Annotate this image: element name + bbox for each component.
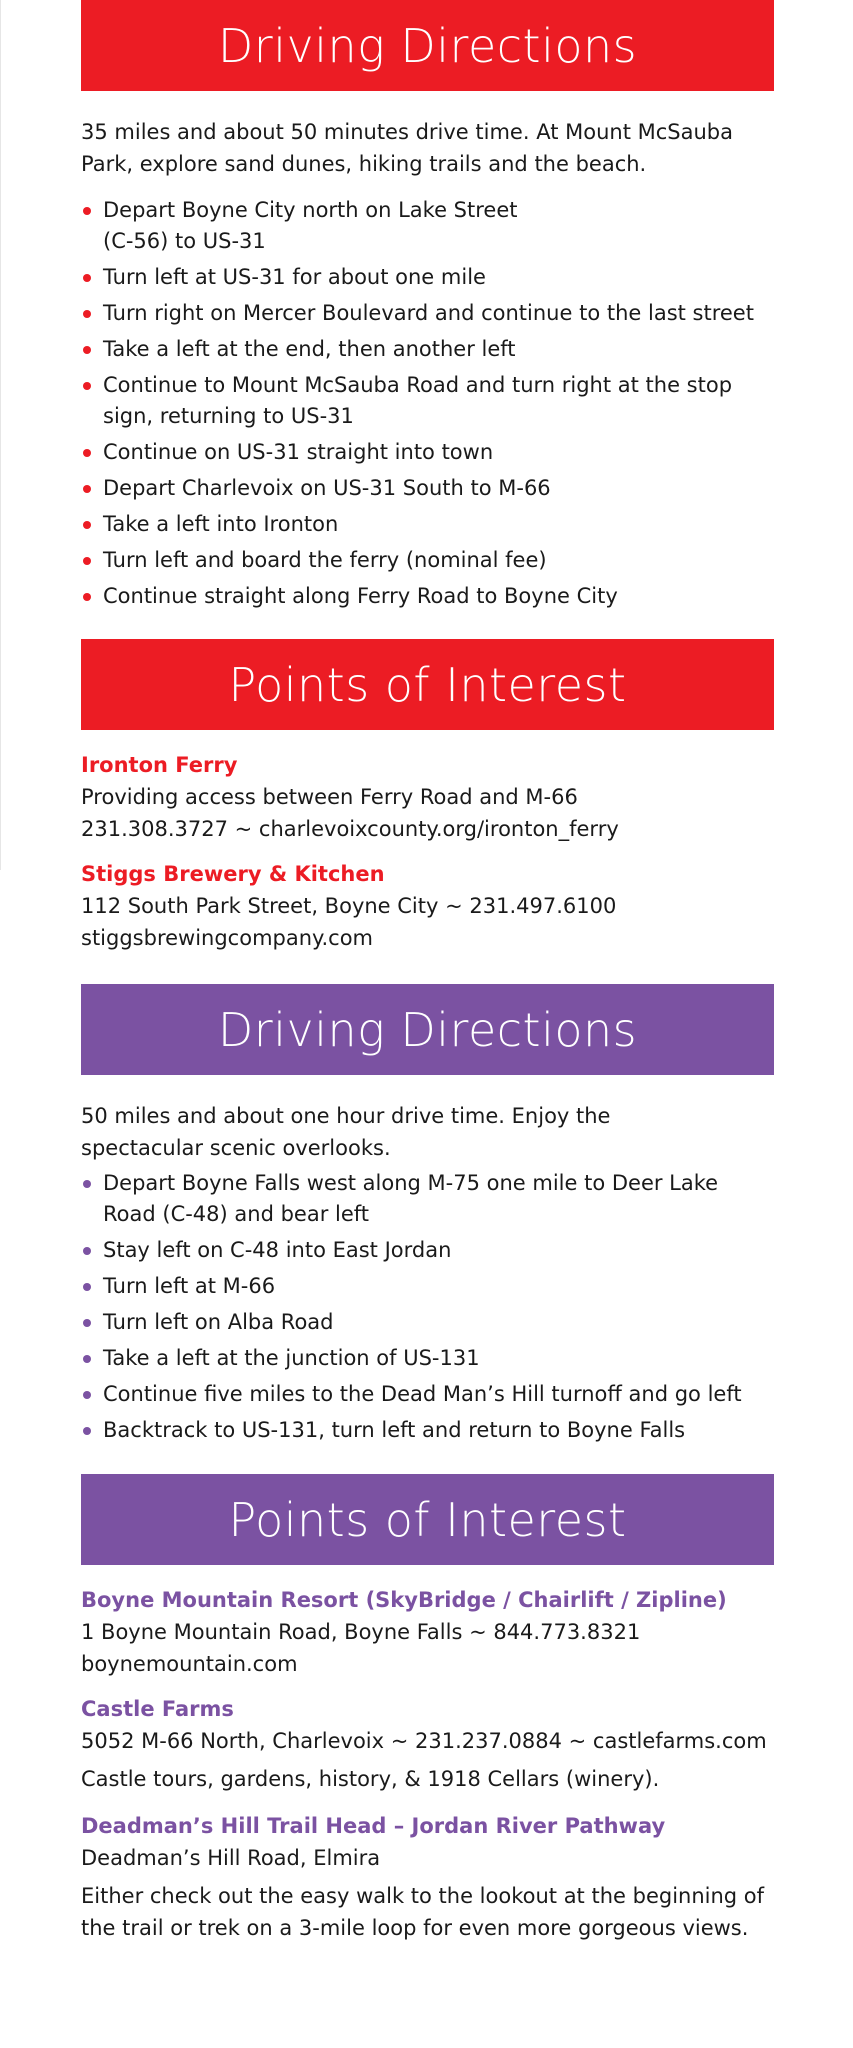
list-item: Backtrack to US-131, turn left and return to Boyne Falls [81, 1415, 774, 1446]
list-item: Continue straight along Ferry Road to Boyne City [81, 581, 774, 612]
bullet-icon [83, 1283, 91, 1291]
poi-castle-farms [81, 1694, 774, 1795]
bullet-icon [83, 485, 91, 493]
driving-directions-banner-2 [81, 984, 774, 1075]
page-edge-divider [0, 0, 1, 870]
bullet-icon [83, 310, 91, 318]
poi-website: boynemountain.com [81, 1652, 298, 1676]
banner-heading: Points of Interest [228, 1492, 627, 1547]
poi-ironton-ferry [81, 750, 774, 845]
list-item: Turn left at US-31 for about one mile [81, 262, 774, 293]
poi-address: 1 Boyne Mountain Road, Boyne Falls ~ 844.773.8321 [81, 1620, 641, 1644]
poi-title: Castle Farms [81, 1697, 234, 1721]
banner-heading: Points of Interest [228, 657, 627, 712]
bullet-icon [83, 346, 91, 354]
poi-address: 5052 M-66 North, Charlevoix ~ 231.237.0884 ~ castlefarms.com [81, 1729, 767, 1753]
bullet-icon [83, 1427, 91, 1435]
poi-website: stiggsbrewingcompany.com [81, 926, 374, 950]
bullet-icon [83, 521, 91, 529]
bullet-icon [83, 557, 91, 565]
bullet-icon [83, 1180, 91, 1188]
poi-description: Either check out the easy walk to the lookout at the beginning of the trail or trek on a 3-mile loop for even more gorgeous views. [81, 1884, 765, 1940]
list-item: Take a left at the end, then another left [81, 334, 774, 365]
poi-title: Deadman’s Hill Trail Head – Jordan River Pathway [81, 1814, 666, 1838]
route-2-intro: 50 miles and about one hour drive time. Enjoy the spectacular scenic overlooks. [81, 1104, 611, 1160]
bullet-icon [83, 1391, 91, 1399]
list-item: Take a left at the junction of US-131 [81, 1343, 774, 1374]
bullet-icon [83, 1355, 91, 1363]
poi-title: Boyne Mountain Resort (SkyBridge / Chairlift / Zipline) [81, 1588, 727, 1612]
poi-boyne-mountain [81, 1585, 774, 1680]
list-item: Continue on US-31 straight into town [81, 437, 774, 468]
bullet-icon [83, 449, 91, 457]
list-item: Turn right on Mercer Boulevard and continue to the last street [81, 298, 774, 329]
route-1-steps [81, 195, 774, 612]
list-item: Turn left and board the ferry (nominal fee) [81, 545, 774, 576]
poi-contact: 231.308.3727 ~ charlevoixcounty.org/ironton_ferry [81, 817, 619, 841]
list-item: Depart Boyne Falls west along M-75 one mile to Deer Lake Road (C-48) and bear left [81, 1168, 774, 1230]
poi-address: 112 South Park Street, Boyne City ~ 231.497.6100 [81, 894, 617, 918]
list-item: Take a left into Ironton [81, 509, 774, 540]
list-item: Depart Charlevoix on US-31 South to M-66 [81, 473, 774, 504]
list-item: Continue five miles to the Dead Man’s Hill turnoff and go left [81, 1379, 774, 1410]
poi-stiggs-brewery [81, 859, 774, 954]
points-of-interest-banner-1 [81, 639, 774, 730]
list-item: Turn left at M-66 [81, 1271, 774, 1302]
poi-description: Providing access between Ferry Road and M-66 [81, 785, 578, 809]
poi-deadmans-hill [81, 1811, 774, 1944]
banner-heading: Driving Directions [217, 1002, 638, 1057]
bullet-icon [83, 382, 91, 390]
points-of-interest-banner-2 [81, 1474, 774, 1565]
poi-description: Castle tours, gardens, history, & 1918 Cellars (winery). [81, 1767, 660, 1791]
poi-address: Deadman’s Hill Road, Elmira [81, 1846, 381, 1870]
bullet-icon [83, 593, 91, 601]
list-item: Continue to Mount McSauba Road and turn right at the stop sign, returning to US-31 [81, 370, 774, 432]
list-item: Depart Boyne City north on Lake Street (C-56) to US-31 [81, 195, 543, 257]
bullet-icon [83, 274, 91, 282]
driving-directions-banner-1 [81, 0, 774, 91]
poi-title: Stiggs Brewery & Kitchen [81, 862, 385, 886]
banner-heading: Driving Directions [217, 18, 638, 73]
bullet-icon [83, 1247, 91, 1255]
driving-guide-page [81, 0, 774, 1944]
list-item: Turn left on Alba Road [81, 1307, 774, 1338]
bullet-icon [83, 207, 91, 215]
route-2-steps [81, 1168, 774, 1446]
poi-title: Ironton Ferry [81, 753, 238, 777]
list-item: Stay left on C-48 into East Jordan [81, 1235, 774, 1266]
route-1-intro: 35 miles and about 50 minutes drive time. At Mount McSauba Park, explore sand dunes, hiking trails and the beach. [81, 120, 733, 176]
bullet-icon [83, 1319, 91, 1327]
